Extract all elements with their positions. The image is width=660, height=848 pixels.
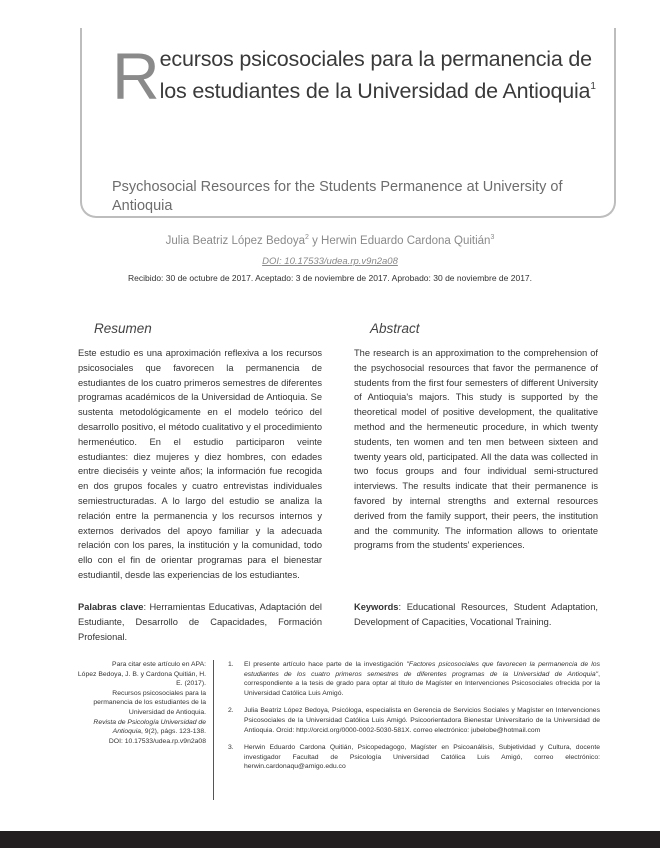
citation-line-2: López Bedoya, J. B. y Cardona Quitián, H. E. (2017).: [77, 670, 206, 688]
palabras-clave-label: Palabras clave: [78, 602, 144, 612]
author-2: Herwin Eduardo Cardona Quitián: [321, 234, 491, 247]
keywords: [354, 600, 598, 630]
abstract-heading: Abstract: [370, 321, 420, 336]
footnote-2: [228, 706, 600, 735]
resumen-heading: Resumen: [94, 321, 152, 336]
author-1-marker: 2: [305, 234, 309, 241]
author-2-marker: 3: [490, 234, 495, 241]
footnote-1: [228, 660, 600, 698]
author-line: [0, 234, 660, 247]
footnote-3: [228, 743, 600, 772]
doi-link[interactable]: DOI: 10.17533/udea.rp.v9n2a08: [262, 256, 398, 267]
footnote-number: 1.: [228, 661, 234, 668]
footnote-suffix: , correspondiente a la tesis de grado para optar al título de Magíster en Intervenciones Psicosociales ofrecida por la Universidad Católica Luis Amigó.: [244, 670, 600, 697]
palabras-clave-text: : Herramientas Educativas, Adaptación del Estudiante, Desarrollo de Capacidades, Formación Profesional.: [78, 602, 322, 642]
dates-line: Recibido: 30 de octubre de 2017. Aceptado: 3 de noviembre de 2017. Aprobado: 30 de noviembre de 2017.: [127, 273, 533, 283]
title-english: Psychosocial Resources for the Students Permanence at University of Antioquia: [112, 179, 563, 214]
title-spanish-text: ecursos psicosociales para la permanencia de los estudiantes de la Universidad de Antioquia: [159, 47, 592, 103]
citation-divider: [213, 660, 214, 800]
footnote-text: Herwin Eduardo Cardona Quitián, Psicopedagogo, Magíster en Psicoanálisis, Subjetividad y Cultura, docente investigador Facultad de Psicología Universidad Católica Luis Amigó, correo electrónico: herwin.cardonaqu@amigo.edu.co: [244, 744, 600, 771]
citation-block: [72, 660, 206, 746]
footnotes: [228, 660, 600, 780]
citation-line-3: Recursos psicosociales para la permanencia de los estudiantes de la Universidad de Antioquia.: [93, 689, 206, 716]
footnote-text: [244, 660, 600, 698]
citation-doi: DOI: 10.17533/udea.rp.v9n2a08: [108, 737, 206, 745]
page-bottom-bar: [0, 831, 660, 848]
abstract-body: The research is an approximation to the comprehension of the psychosocial resources that favor the permanence of students from the first four semesters of different University of Antioquia's majors. This study is supported by the theoretical model of positive development, the qualitative method and the hermeneutic procedure, in which twenty students, ten women and ten men between sixteen and twenty years old, participated. All the data was collected in two focus groups and four individual semi-structured interviews. The results indicate that their permanence is favored by internal strengths and external resources derived from the family support, their peers, the institution and the community. The information allows to orientate programs from the students' experiences.: [354, 348, 598, 551]
title-frame: [80, 28, 616, 218]
citation-line-4: , 9(2), págs. 123-138.: [141, 728, 206, 736]
title-footnote-marker: 1: [590, 81, 596, 92]
footnote-italic: "Factores psicosociales que favorecen la permanencia de los estudiantes de los cuatro primeros semestres de diferentes programas de la Universidad de Antioquia": [244, 661, 600, 678]
keywords-text: : Educational Resources, Student Adaptation, Development of Capacities, Vocational Training.: [354, 602, 598, 627]
author-joiner: y: [308, 234, 322, 247]
keywords-label: Keywords: [354, 602, 399, 612]
resumen-body: Este estudio es una aproximación reflexiva a los recursos psicosociales que favorecen la permanencia de estudiantes de los cuatro primeros semestres de diferentes programas académicos de la Universidad de Antioquia. Se sustenta metodológicamente en el modelo teórico del desarrollo positivo, el método cualitativo y el procedimiento hermenéutico. En el estudio participaron veinte estudiantes: diez mujeres y diez hombres, con edades entre dieciséis y veinte años; la información fue recogida en dos grupos focales y cuatro entrevistas individuales semiestructuradas. A lo largo del estudio se analiza la relación entre la permanencia y los recursos internos y externos derivados del apoyo familiar y la adecuada relación con los pares, la institución y la comunidad, todo ello con el fin de orientar programas para el bienestar estudiantil, desde las experiencias de los estudiantes.: [78, 348, 322, 580]
author-1: Julia Beatriz López Bedoya: [165, 234, 305, 247]
title-dropcap: R: [112, 39, 159, 113]
footnote-number: 2.: [228, 707, 234, 715]
footnote-text: Julia Beatriz López Bedoya, Psicóloga, especialista en Gerencia de Servicios Sociales y Magíster en Intervenciones Psicosociales de la Universidad Católica Luis Amigó. Psicoorientadora Bienestar Universitario de la Universidad de Antioquia. Orcid: http://orcid.org/0000-0002-5030-581X. correo electrónico: jubelobe@hotmail.com: [244, 707, 600, 734]
title-spanish: [112, 39, 612, 113]
footnote-number: 3.: [228, 744, 234, 752]
footnote-prefix: El presente artículo hace parte de la investigación: [244, 661, 407, 668]
citation-line-1: Para citar este artículo en APA:: [112, 661, 206, 668]
citation-journal-line: [72, 718, 206, 737]
citation-journal: Revista de Psicología Universidad de Antioquia: [93, 718, 206, 736]
palabras-clave: [78, 600, 322, 644]
